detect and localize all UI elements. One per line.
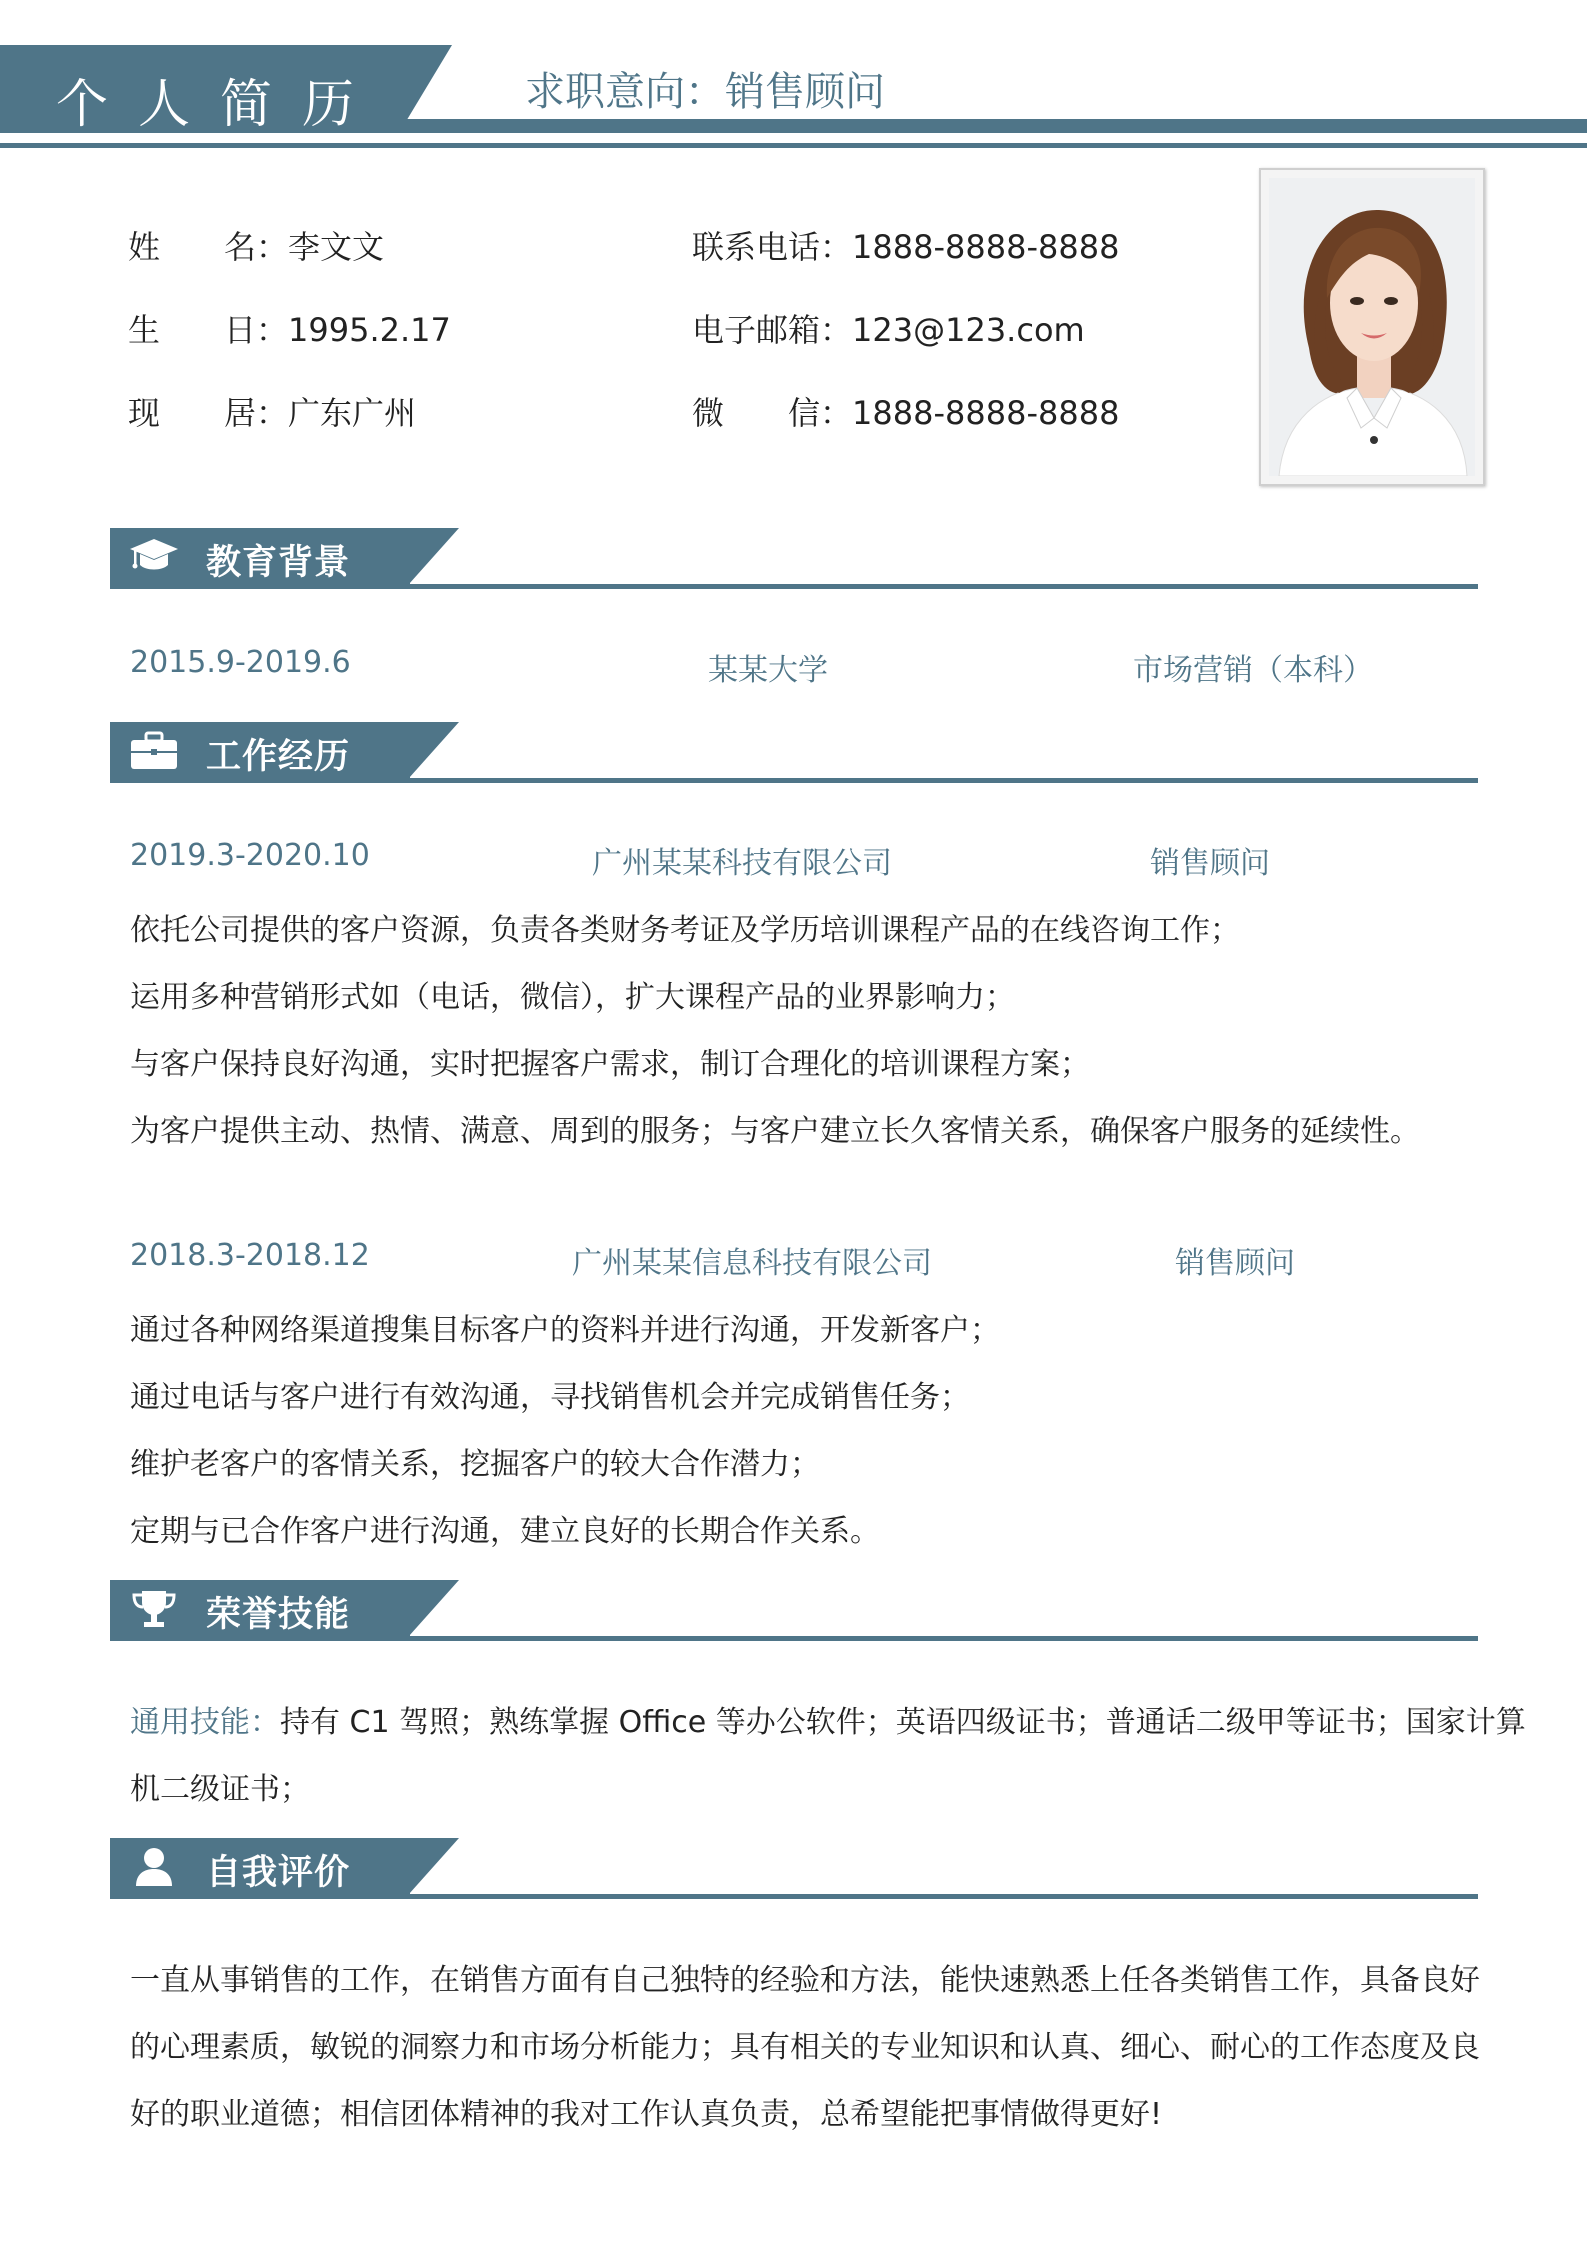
job-duty-line: 依托公司提供的客户资源，负责各类财务考证及学历培训课程产品的在线咨询工作； [130, 913, 1240, 948]
info-email [692, 305, 1085, 351]
job-period: 2018.3-2018.12 [130, 1238, 370, 1273]
info-residence-label: 现 居： [128, 394, 289, 432]
job-position: 销售顾问 [1175, 1246, 1295, 1281]
info-phone-value: 1888-8888-8888 [852, 228, 1120, 266]
work-title: 工作经历 [206, 737, 351, 777]
job-intent-value: 销售顾问 [725, 69, 885, 115]
job-company: 广州某某信息科技有限公司 [572, 1246, 932, 1281]
job-duty-line: 定期与已合作客户进行沟通，建立良好的长期合作关系。 [130, 1514, 880, 1549]
info-wechat-label: 微 信： [692, 394, 853, 432]
honors-header-slant [409, 1580, 459, 1636]
header-title-box-slant [399, 45, 452, 133]
job-position: 销售顾问 [1150, 846, 1270, 881]
work-header-slant [409, 722, 459, 778]
info-birth [128, 305, 451, 351]
skills-text: 持有 C1 驾照；熟练掌握 Office 等办公软件；英语四级证书；普通话二级甲等证书；国家计算 [280, 1705, 1526, 1740]
skills-line [130, 1697, 1526, 1741]
info-residence-value: 广东广州 [288, 394, 417, 432]
skills-label: 通用技能： [130, 1705, 280, 1740]
education-school: 某某大学 [708, 653, 828, 688]
job-intent [525, 60, 885, 117]
self-eval-title: 自我评价 [206, 1853, 351, 1893]
self-eval-header-slant [409, 1838, 459, 1894]
info-name-value: 李文文 [288, 228, 385, 266]
self-eval-line: 好的职业道德；相信团体精神的我对工作认真负责，总希望能把事情做得更好! [130, 2097, 1163, 2132]
info-name-label: 姓 名： [128, 228, 289, 266]
info-wechat [692, 388, 1119, 434]
skills-line-2: 机二级证书； [130, 1772, 310, 1807]
job-duty-line: 与客户保持良好沟通，实时把握客户需求，制订合理化的培训课程方案； [130, 1047, 1090, 1082]
info-phone-label: 联系电话： [692, 228, 853, 266]
education-header-slant [409, 528, 459, 584]
job-duty-line: 通过电话与客户进行有效沟通，寻找销售机会并完成销售任务； [130, 1380, 970, 1415]
info-phone [692, 222, 1119, 268]
info-wechat-value: 1888-8888-8888 [852, 394, 1120, 432]
info-name [128, 222, 384, 268]
honors-title: 荣誉技能 [206, 1595, 351, 1635]
user-icon [128, 1846, 180, 1888]
education-title: 教育背景 [206, 543, 351, 583]
info-birth-value: 1995.2.17 [288, 311, 451, 349]
briefcase-icon [128, 730, 180, 772]
job-period: 2019.3-2020.10 [130, 838, 370, 873]
resume-title: 个人简历 [56, 75, 385, 135]
job-duty-line: 维护老客户的客情关系，挖掘客户的较大合作潜力； [130, 1447, 820, 1482]
job-duty-line: 为客户提供主动、热情、满意、周到的服务；与客户建立长久客情关系，确保客户服务的延续性。 [130, 1114, 1420, 1149]
info-email-value: 123@123.com [852, 311, 1085, 349]
portrait-illustration [1269, 178, 1475, 476]
self-eval-line: 的心理素质，敏锐的洞察力和市场分析能力；具有相关的专业知识和认真、细心、耐心的工作态度及良 [130, 2030, 1480, 2065]
education-period: 2015.9-2019.6 [130, 645, 351, 680]
info-residence [128, 388, 416, 434]
job-company: 广州某某科技有限公司 [592, 846, 892, 881]
profile-photo [1259, 168, 1485, 486]
header-underline [0, 143, 1587, 148]
info-birth-label: 生 日： [128, 311, 289, 349]
trophy-icon [128, 1588, 180, 1630]
graduation-cap-icon [128, 535, 180, 577]
self-eval-line: 一直从事销售的工作，在销售方面有自己独特的经验和方法，能快速熟悉上任各类销售工作，具备良好 [130, 1963, 1480, 1998]
job-duty-line: 通过各种网络渠道搜集目标客户的资料并进行沟通，开发新客户； [130, 1313, 1000, 1348]
job-intent-label: 求职意向： [525, 69, 725, 115]
info-email-label: 电子邮箱： [692, 311, 853, 349]
education-major: 市场营销（本科） [1133, 653, 1373, 688]
job-duty-line: 运用多种营销形式如（电话，微信），扩大课程产品的业界影响力； [130, 980, 1015, 1015]
